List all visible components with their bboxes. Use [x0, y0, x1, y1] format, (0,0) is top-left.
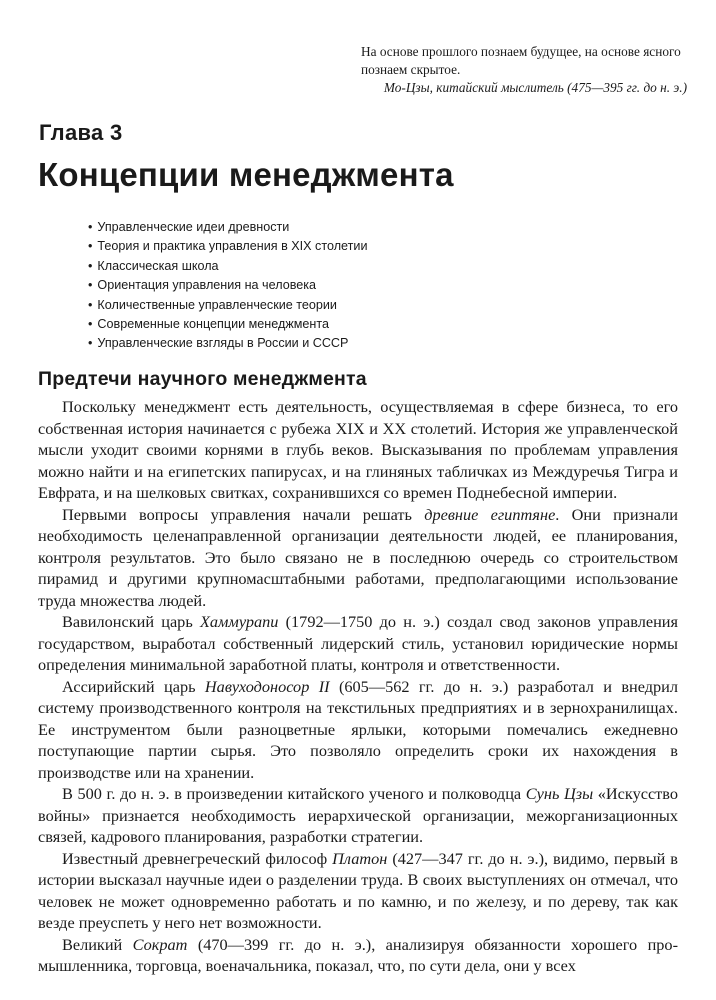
epigraph-quote: На основе прошлого познаем будущее, на основе ясного познаем скрытое. — [361, 44, 681, 77]
paragraph-text: «Искусство войны» признается необходимость иерархической организации, межорганизационных связей, кадрового планирования, разработки стратегии. — [38, 784, 678, 846]
paragraph-emphasis: Сунь Цзы — [525, 784, 594, 803]
epigraph — [361, 43, 687, 97]
paragraph — [38, 504, 678, 612]
paragraph — [38, 934, 678, 977]
paragraph — [38, 676, 678, 784]
paragraph — [38, 783, 678, 848]
paragraph-text: . Они признали необходимость целенаправленной организации деятельности людей, ее планирования, контроля результатов. Это было связано не в последнюю очередь со строительством пирамид и другими крупномасштабными работами, предполагающими использование труда множества людей. — [38, 504, 678, 610]
topic-item: • Теория и практика управления в XIX столетии — [88, 237, 367, 256]
paragraph-emphasis: древние египтяне — [424, 504, 556, 524]
body-text — [38, 396, 678, 977]
epigraph-author: Мо-Цзы, китайский мыслитель (475—395 гг. до н. э.) — [383, 80, 687, 95]
topic-item: • Количественные управленческие теории — [88, 296, 367, 315]
topic-item: • Управленческие взгляды в России и СССР — [88, 334, 367, 353]
paragraph-emphasis: Сократ — [132, 934, 188, 954]
topic-item: • Ориентация управления на человека — [88, 276, 367, 295]
section-heading: Предтечи научного менеджмента — [38, 368, 367, 390]
paragraph-text: (427—347 гг. до н. э.), видимо, первый в истории высказал научные идеи о разделении труда. В своих выступлениях он отмечал, что человек не может одновременно работать и по камню, и по железу, и по дереву, так как везде преуспеть у него нет возможности. — [38, 848, 678, 932]
chapter-label: Глава 3 — [39, 120, 123, 145]
topic-item: • Современные концепции менеджмента — [88, 315, 367, 334]
topic-item: • Классическая школа — [88, 257, 367, 276]
paragraph — [38, 848, 678, 934]
chapter-topics-list — [88, 218, 367, 354]
chapter-title: Концепции менеджмента — [38, 156, 454, 193]
topic-item: • Управленческие идеи древности — [88, 218, 367, 237]
paragraph-text: Известный древнегреческий философ — [62, 848, 333, 868]
paragraph-text: (470—399 гг. до н. э.), анализируя обязанности хорошего промышленника, торговца, военачальника, показал, что, по сути дела, они у всех — [38, 934, 678, 975]
paragraph-text: (1792—1750 до н. э.) создал свод законов управления государством, выработал собственный лидерский стиль, установил юридические нормы определения минимальной заработной платы, контроля и ответственности. — [38, 612, 678, 674]
paragraph-text: (605—562 гг. до н. э.) разработал и внедрил систему производственного контроля на текстильных предприятиях и в зернохранилищах. Ее инструментом были разноцветные ярлыки, которыми помечались ежедневно поступающие партии сырья. Это позволяло определить сроки их нахождения в производстве или на хранении. — [38, 676, 679, 782]
paragraph-emphasis: Платон — [332, 848, 388, 868]
paragraph-text: Первыми вопросы управления начали решать — [62, 504, 425, 524]
paragraph-emphasis: Навуходоносор II — [204, 676, 330, 696]
paragraph-text: Ассирийский царь — [62, 676, 205, 696]
paragraph-text: Вавилонский царь — [62, 612, 200, 631]
paragraph — [38, 611, 678, 676]
paragraph-text: Поскольку менеджмент есть деятельность, осуществляемая в сфере бизнеса, то его собственная история начинается с рубежа XIX и XX столетий. История же управленческой мысли уходит своими корнями в глубь веков. Высказывания по проблемам управления можно найти и на египетских папирусах, и на глиняных табличках из Междуречья Тигра и Евфрата, и на шелковых свитках, сохранившихся со времен Поднебесной империи. — [38, 397, 678, 502]
paragraph-text: В 500 г. до н. э. в произведении китайского ученого и полководца — [62, 784, 526, 803]
paragraph-text: Великий — [62, 934, 133, 954]
paragraph-emphasis: Хаммурапи — [199, 612, 279, 631]
paragraph — [38, 396, 678, 504]
